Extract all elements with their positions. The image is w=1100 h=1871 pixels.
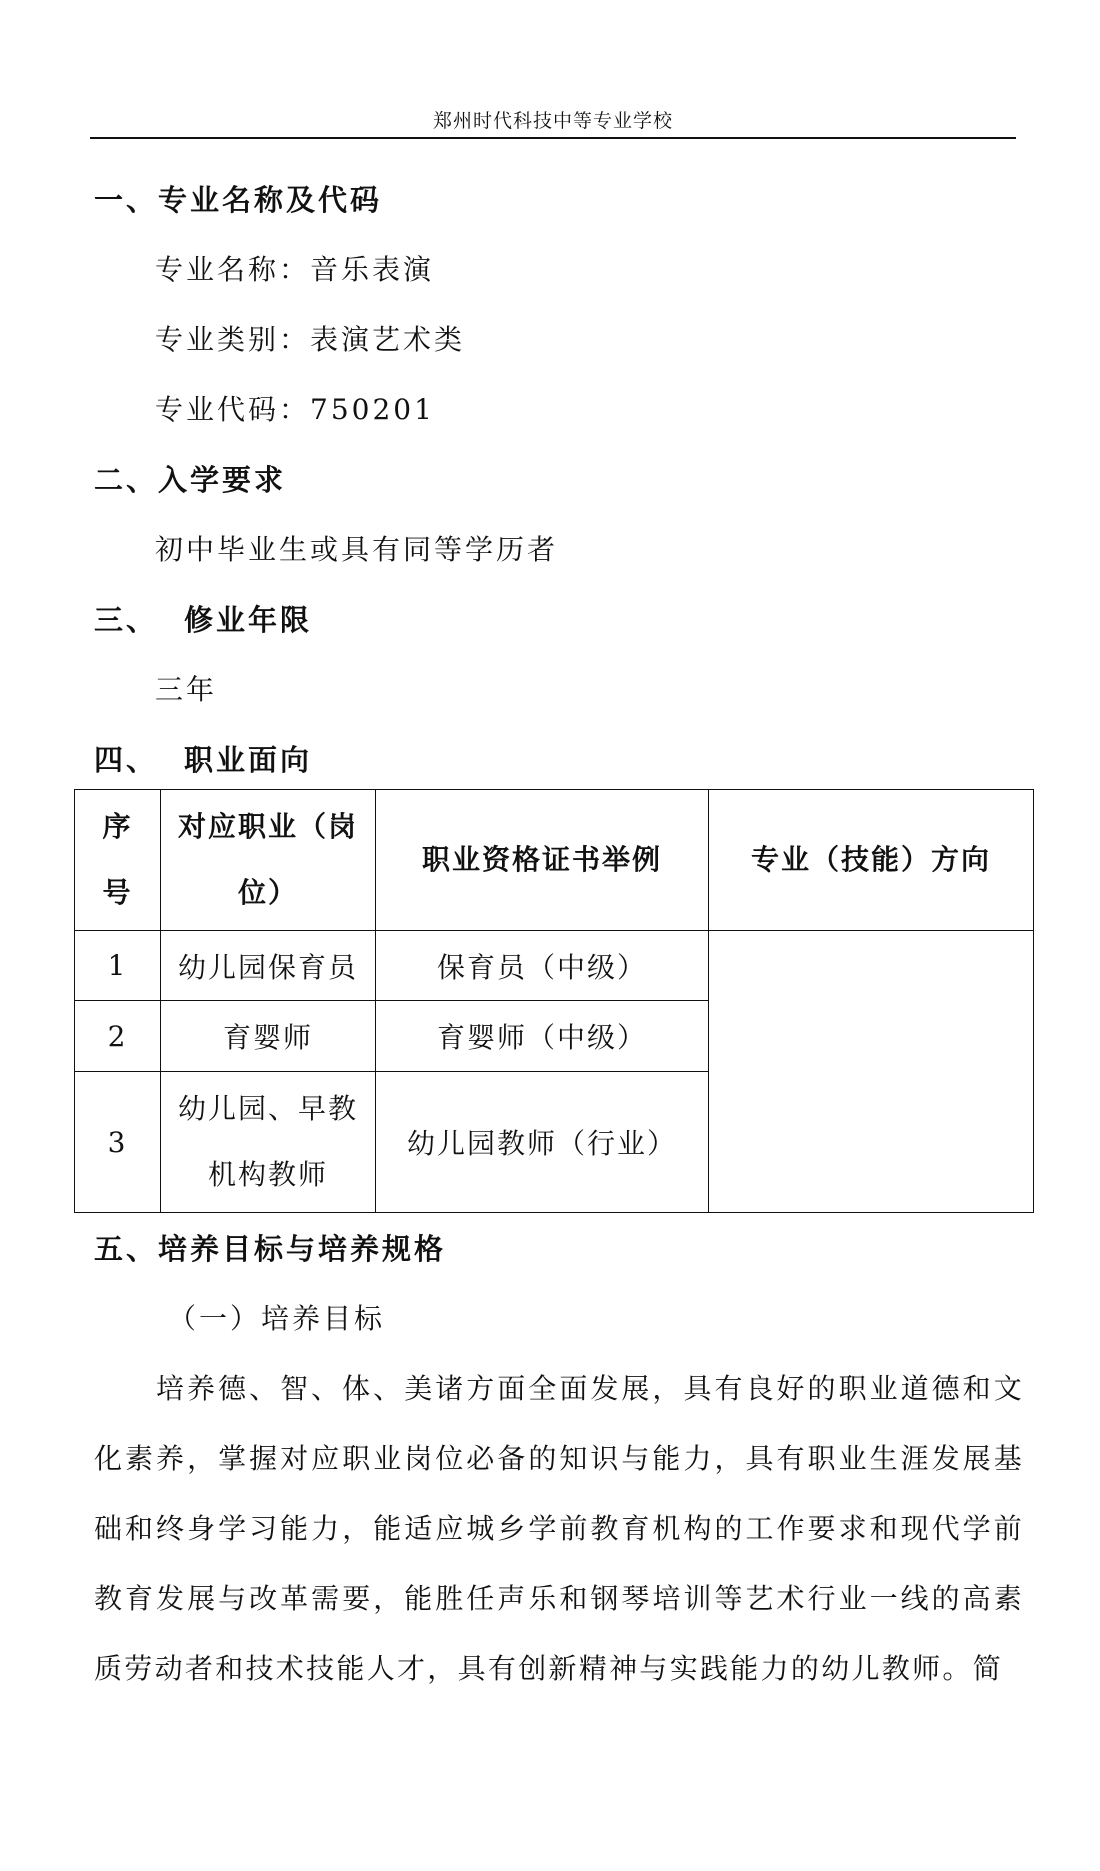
row-job: 幼儿园、早教 机构教师 — [161, 1072, 376, 1213]
section-1-title: 一、专业名称及代码 — [94, 183, 383, 217]
header-cert: 职业资格证书举例 — [376, 790, 709, 931]
row-cert: 育婴师（中级） — [376, 1001, 709, 1072]
row-seq: 2 — [75, 1001, 161, 1072]
section-4-title — [94, 738, 312, 779]
row-seq: 3 — [75, 1072, 161, 1213]
section-3-number: 三、 — [94, 603, 159, 637]
header-direction: 专业（技能）方向 — [709, 790, 1034, 931]
section-5-title: 五、培养目标与培养规格 — [94, 1232, 447, 1266]
study-duration: 三年 — [155, 673, 218, 706]
section-2-title: 二、入学要求 — [94, 463, 287, 497]
major-code: 专业代码：750201 — [155, 393, 435, 426]
table-header-row — [75, 790, 1034, 931]
section-4-number: 四、 — [94, 743, 159, 777]
header-seq: 序 号 — [75, 790, 161, 931]
admission-requirement: 初中毕业生或具有同等学历者 — [155, 533, 559, 566]
major-category: 专业类别：表演艺术类 — [155, 323, 466, 356]
section-3-label: 修业年限 — [184, 603, 313, 637]
row-seq: 1 — [75, 931, 161, 1001]
section-3-title — [94, 598, 312, 639]
page-header: 郑州时代科技中等专业学校 — [432, 110, 673, 132]
major-name: 专业名称：音乐表演 — [155, 253, 435, 286]
row-cert: 幼儿园教师（行业） — [376, 1072, 709, 1213]
header-job: 对应职业（岗 位） — [161, 790, 376, 931]
row-job: 育婴师 — [161, 1001, 376, 1072]
goal-paragraph: 培养德、智、体、美诸方面全面发展，具有良好的职业道德和文化素养，掌握对应职业岗位必备的知识与能力，具有职业生涯发展基础和终身学习能力，能适应城乡学前教育机构的工作要求和现代学前教育发展与改革需要，能胜任声乐和钢琴培训等艺术行业一线的高素质劳动者和技术技能人才，具有创新精神与实践能力的幼儿教师。简 — [94, 1372, 1024, 1685]
career-table — [74, 789, 1034, 1213]
subsection-goal-title: （一）培养目标 — [168, 1302, 386, 1335]
direction-cell — [709, 931, 1034, 1213]
table-row — [75, 931, 1034, 1001]
row-job: 幼儿园保育员 — [161, 931, 376, 1001]
row-cert: 保育员（中级） — [376, 931, 709, 1001]
section-4-label: 职业面向 — [184, 743, 313, 777]
header-divider — [90, 137, 1016, 139]
